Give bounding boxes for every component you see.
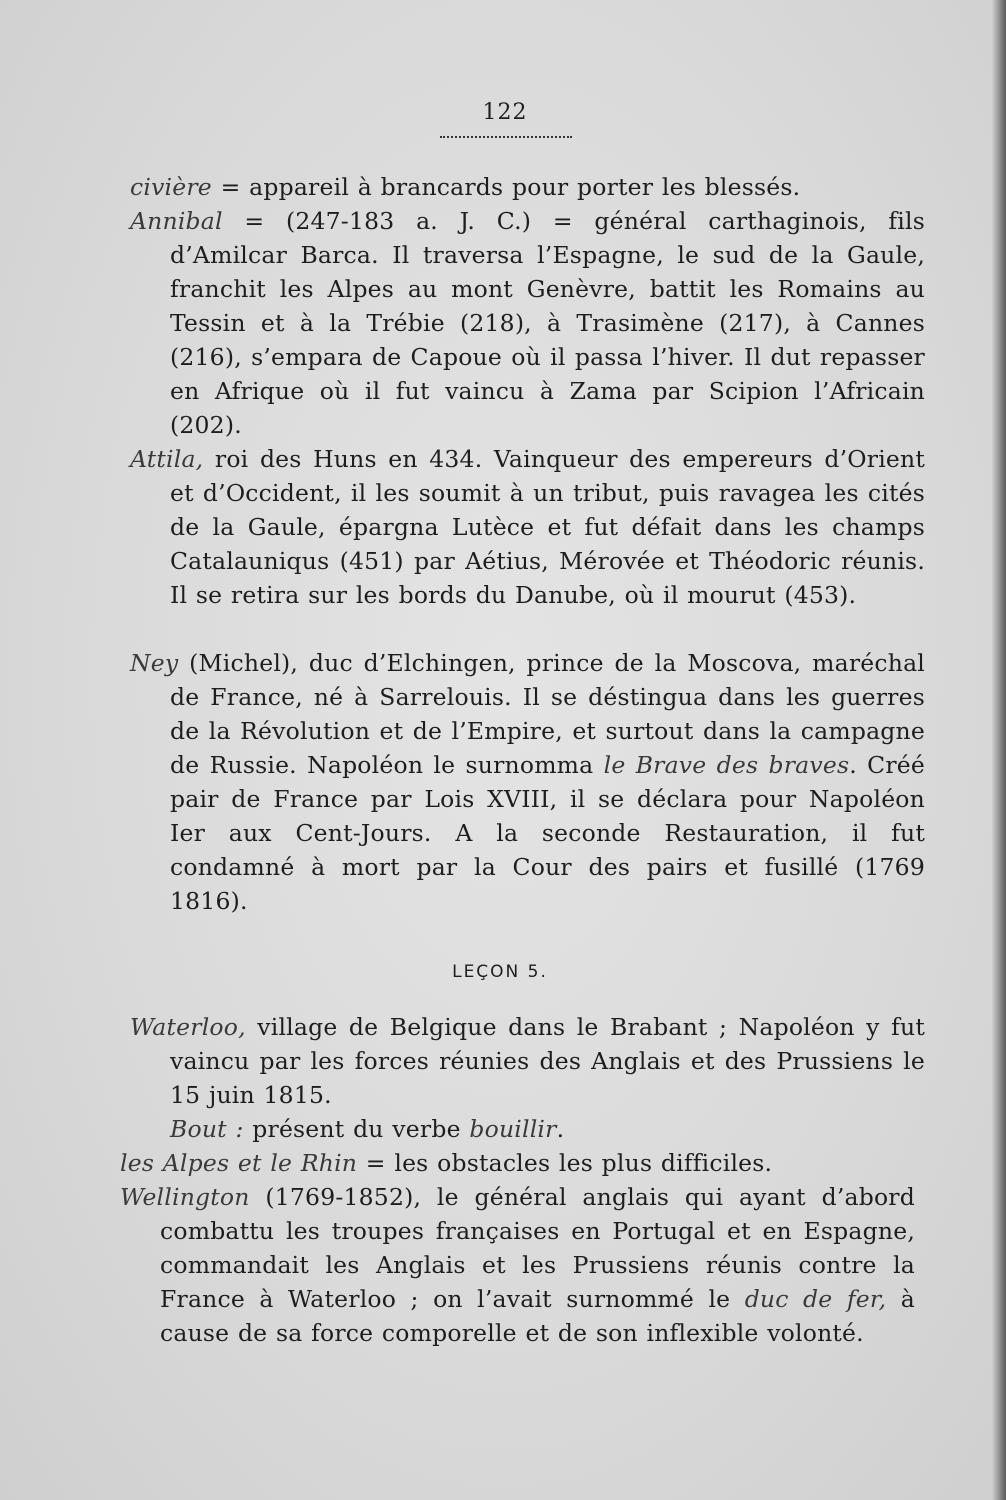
glossary-entry-bout	[130, 1112, 885, 1146]
entry-term: les Alpes et le Rhin	[120, 1149, 358, 1177]
entry-italic-phrase: le Brave des braves	[603, 751, 850, 779]
page-binding-edge	[992, 0, 1006, 1500]
header-dotted-rule	[440, 136, 572, 138]
glossary-entry-annibal	[130, 204, 925, 442]
entry-term: Bout :	[170, 1115, 244, 1143]
entry-text: (Michel), duc d’Elchingen, prince de la Moscova, maréchal de France, né à Sarrelouis. Il se déstingua dans les guerres de la Révolution et de l’Empire, et surtout dans la campagne de Russie. Napoléon le surnomma	[170, 649, 925, 779]
entry-term: civière	[130, 173, 212, 201]
entry-text: roi des Huns en 434. Vainqueur des empereurs d’Orient et d’Occident, il les soumit à un tribut, puis ravagea les cités de la Gaule, épargna Lutèce et fut défait dans les champs Catalauniqus (451) par Aétius, Mérovée et Théodoric réunis. Il se retira sur les bords du Danube, où il mourut (453).	[170, 445, 925, 609]
entry-text: = appareil à brancards pour porter les blessés.	[211, 173, 801, 201]
glossary-entry-wellington	[120, 1180, 915, 1350]
glossary-entry-attila	[130, 442, 925, 612]
glossary-entry-ney	[130, 646, 925, 918]
entry-term: Annibal	[130, 207, 223, 235]
glossary-entry-alpes-rhin	[120, 1146, 915, 1180]
entry-text: = les obstacles les plus difficiles.	[357, 1149, 773, 1177]
entry-term: Ney	[130, 649, 179, 677]
entry-term: Waterloo,	[130, 1013, 246, 1041]
page-number: 122	[482, 100, 528, 125]
entry-text-continued: .	[556, 1115, 565, 1143]
glossary-entry-civiere	[130, 170, 925, 204]
lesson-heading: LEÇON 5.	[452, 962, 548, 982]
entry-text: village de Belgique dans le Brabant ; Napoléon y fut vaincu par les forces réunies des Anglais et des Prussiens le 15 juin 1815.	[170, 1013, 925, 1109]
entry-text: présent du verbe	[243, 1115, 470, 1143]
glossary-entry-waterloo	[130, 1010, 925, 1112]
entry-term: Wellington	[120, 1183, 250, 1211]
entry-italic-phrase: bouillir	[469, 1115, 557, 1143]
entry-term: Attila,	[130, 445, 204, 473]
entry-text-continued: à cause de sa force comporelle et de son inflexible volonté.	[160, 1285, 915, 1347]
entry-text-continued: . Créé pair de France par Lois XVIII, il se déclara pour Napoléon Ier aux Cent-Jours. A la seconde Restauration, il fut condamné à mort par la Cour des pairs et fusillé (1769 1816).	[170, 751, 925, 915]
entry-italic-phrase: duc de fer,	[744, 1285, 887, 1313]
entry-text: = (247-183 a. J. C.) = général carthaginois, fils d’Amilcar Barca. Il traversa l’Espagne, le sud de la Gaule, franchit les Alpes au mont Genèvre, battit les Romains au Tessin et à la Trébie (218), à Trasimène (217), à Cannes (216), s’empara de Capoue où il passa l’hiver. Il dut repasser en Afrique où il fut vaincu à Zama par Scipion l’Africain (202).	[170, 207, 925, 439]
entry-text: (1769-1852), le général anglais qui ayant d’abord combattu les troupes françaises en Portugal et en Espagne, commandait les Anglais et les Prussiens réunis contre la France à Waterloo ; on l’avait surnommé le	[160, 1183, 915, 1313]
